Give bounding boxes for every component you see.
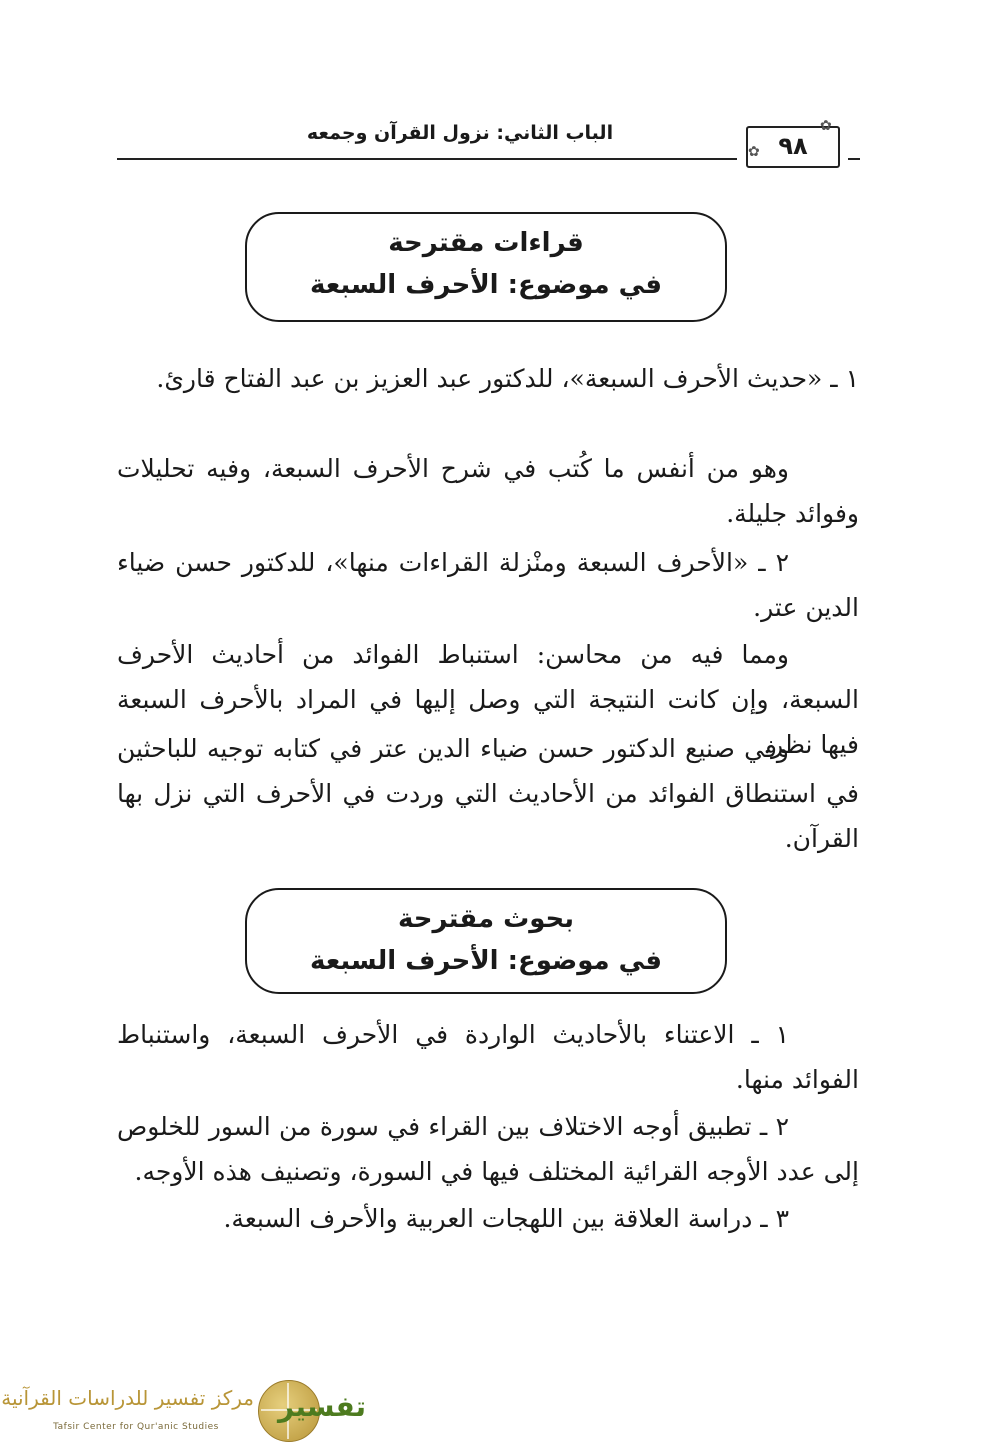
reading-item-2-note: ومما فيه من محاسن: استنباط الفوائد من أحاديث الأحرف السبعة، وإن كانت النتيجة التي وصل إليها في المراد بالأحرف السبعة فيها نظر. (117, 640, 859, 759)
research-item-2: ٢ ـ تطبيق أوجه الاختلاف بين القراء في سورة من السور للخلوص إلى عدد الأوجه القرائية المختلف فيها في السورة، وتصنيف هذه الأوجه. (117, 1112, 859, 1186)
page-number: ٩٨ (778, 132, 808, 160)
header-rule-end (848, 158, 860, 160)
flower-ornament-icon: ✿ (748, 144, 760, 160)
reading-item-2-comment: وفي صنيع الدكتور حسن ضياء الدين عتر في كتابه توجيه للباحثين في استنطاق الفوائد من الأحاديث التي وردت في الأحرف التي نزل بها القرآن. (117, 734, 859, 853)
suggested-readings-box (245, 212, 727, 322)
suggested-readings-subtitle: في موضوع: الأحرف السبعة (309, 270, 663, 300)
header-rule (117, 158, 737, 160)
reading-item-1-note: وهو من أنفس ما كُتب في شرح الأحرف السبعة، وفيه تحليلات وفوائد جليلة. (117, 454, 859, 528)
research-item-1: ١ ـ الاعتناء بالأحاديث الواردة في الأحرف السبعة، واستنباط الفوائد منها. (117, 1020, 859, 1094)
reading-item-2: ٢ ـ «الأحرف السبعة ومنْزلة القراءات منها»، للدكتور حسن ضياء الدين عتر. (117, 548, 859, 622)
suggested-research-title: بحوث مقترحة (397, 904, 575, 934)
flower-ornament-icon: ✿ (820, 118, 832, 134)
research-item-3: ٣ ـ دراسة العلاقة بين اللهجات العربية والأحرف السبعة. (223, 1204, 789, 1233)
logo-arabic-name: مركز تفسير للدراسات القرآنية (1, 1386, 254, 1410)
logo-wordmark: تفسير (278, 1390, 367, 1423)
reading-item-1: ١ ـ «حديث الأحرف السبعة»، للدكتور عبد العزيز بن عبد الفتاح قارئ. (156, 364, 859, 393)
suggested-research-subtitle: في موضوع: الأحرف السبعة (309, 946, 663, 976)
tafsir-center-logo (1, 1380, 367, 1446)
logo-english-name: Tafsir Center for Qur'anic Studies (53, 1422, 219, 1432)
suggested-readings-title: قراءات مقترحة (388, 228, 584, 258)
suggested-research-box (245, 888, 727, 994)
chapter-title: الباب الثاني: نزول القرآن وجمعه (306, 122, 614, 144)
